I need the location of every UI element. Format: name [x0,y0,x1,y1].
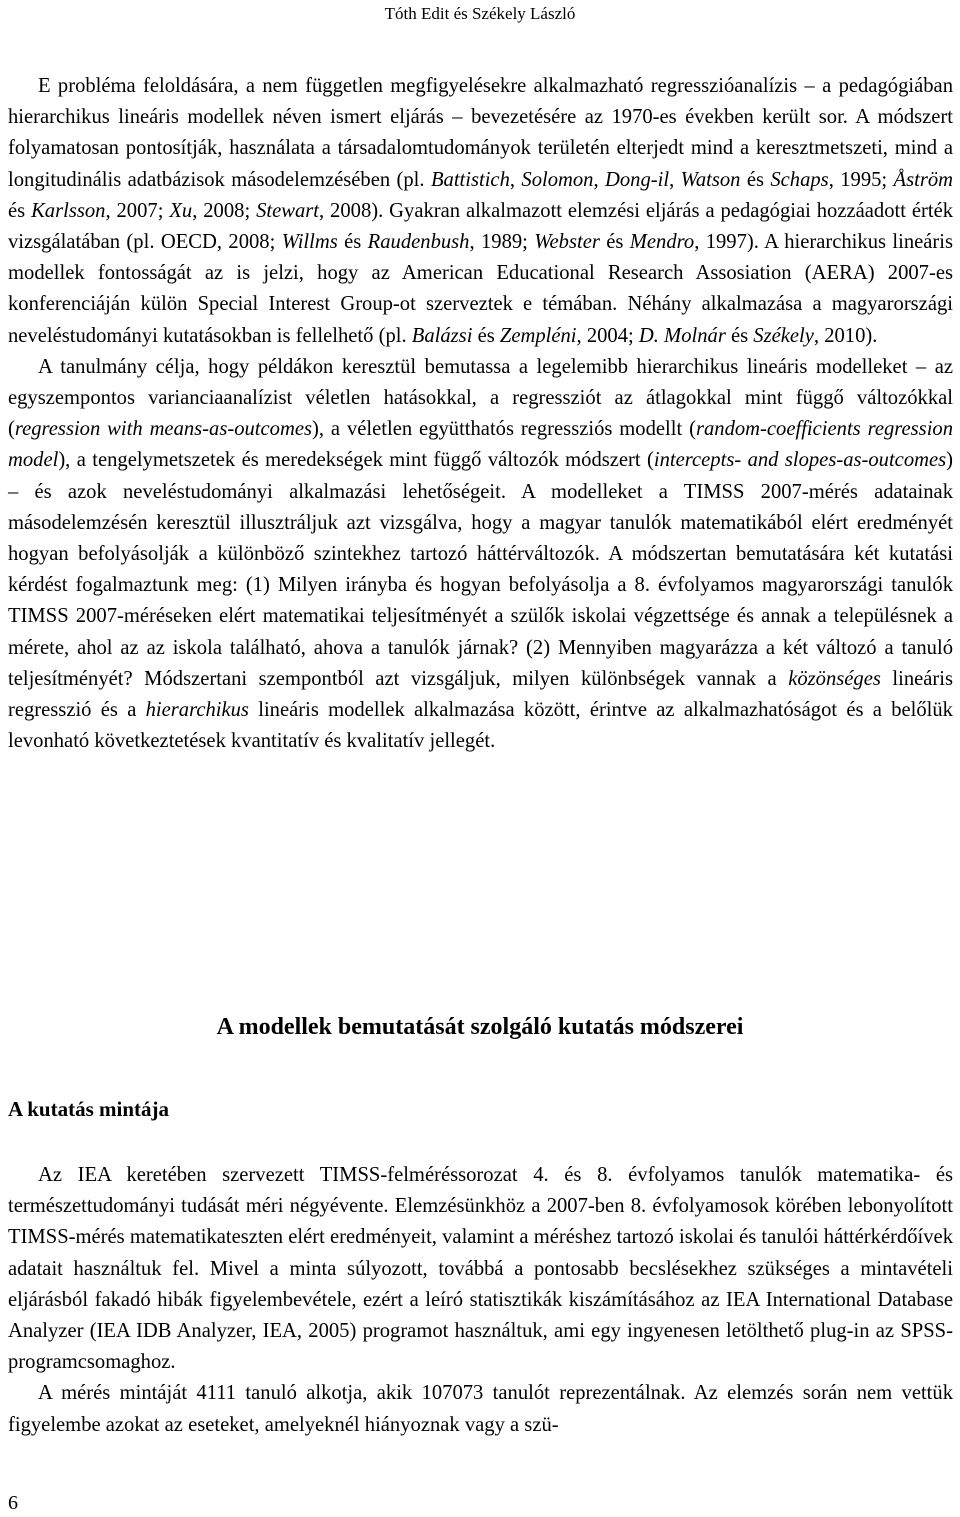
italic-reference: közönséges [788,667,881,690]
running-header: Tóth Edit és Székely László [384,4,576,23]
body-text-intro [8,71,953,757]
italic-reference: Schaps [770,168,829,191]
paragraph: A mérés mintáját 4111 tanuló alkotja, akik 107073 tanulót reprezentálnak. Az elemzés során nem vettük figyelembe azokat az eseteket, amelyeknél hiányoznak vagy a szü- [8,1382,953,1436]
italic-reference: Székely [753,324,814,347]
paragraph: E probléma feloldására, a nem független megfigyelésekre alkalmazható regresszióanalízis – a pedagógiában hierarchikus lineáris modellek néven ismert eljárás – bevezetésére az 1970-es években került sor. A módszert folyamatosan pontosítják, használata a társadalomtudományok területén elterjedt mind a keresztmetszeti, mind a longitudinális adatbázisok másodelemzésében (pl. Battistich, Solomon, Dong-il, Watson és Schaps, 1995; Åström és Karlsson, 2007; Xu, 2008; Stewart, 2008). Gyakran alkalmazott elemzési eljárás a pedagógiai hozzáadott érték vizsgálatában (pl. OECD, 2008; Willms és Raudenbush, 1989; Webster és Mendro, 1997). A hierarchikus lineáris modellek fontosságát az is jelzi, hogy az American Educational Research Assosiation (AERA) 2007-es konferenciáján külön Special Interest Group-ot szerveztek e témában. Néhány alkalmazása a magyarországi neveléstudományi kutatásokban is fellelhető (pl. Balázsi és Zempléni, 2004; D. Molnár és Székely, 2010). [8,75,954,347]
italic-reference: Balázsi [411,324,473,347]
italic-reference: Zempléni [499,324,577,347]
italic-reference: random-coefficients regression model [8,418,954,472]
italic-reference: Solomon [521,168,594,191]
italic-reference: Åström [893,168,953,191]
italic-reference: Stewart [256,199,320,222]
section-title: A modellek bemutatását szolgáló kutatás módszerei [216,1014,744,1040]
italic-reference: Raudenbush [367,231,470,254]
italic-reference: Battistich [430,168,510,191]
page-number: 6 [8,1492,18,1514]
italic-reference: Dong-il [604,168,670,191]
italic-reference: intercepts- and slopes-as-outcomes [653,449,947,472]
body-text-sample [8,1160,953,1441]
paragraph: Az IEA keretében szervezett TIMSS-felméréssorozat 4. és 8. évfolyamos tanulók matematika- és természettudományi tudását méri négyévente. Elemzésünkhöz a 2007-ben 8. évfolyamosok körében lebonyolított TIMSS-mérés matematikateszten elért eredményeit, valamint a méréshez tartozó iskolai és tanulói háttérkérdőívek adatait használtuk fel. Mivel a minta súlyozott, továbbá a pontosabb becslésekhez szükséges a mintavételi eljárásból fakadó hibák figyelembevétele, ezért a leíró statisztikák kiszámításához az IEA International Database Analyzer (IEA IDB Analyzer, IEA, 2005) programot használtuk, ami egy ingyenesen letölthető plug-in az SPSS-programcsomaghoz. [8,1164,953,1374]
subsection-title: A kutatás mintája [8,1097,170,1121]
italic-reference: Watson [680,168,741,191]
italic-reference: regression with means-as-outcomes [14,418,312,441]
italic-reference: Xu [169,199,193,222]
italic-reference: Webster [534,231,600,254]
italic-reference: hierarchikus [145,699,249,722]
paragraph: A tanulmány célja, hogy példákon keresztül bemutassa a legelemibb hierarchikus lineáris modelleket – az egyszempontos varianciaanalízist véletlen hatásokkal, a regressziót az átlagokkal mint függő változókkal (regression with means-as-outcomes), a véletlen együtthatós regressziós modellt (random-coefficients regression model), a tengelymetszetek és meredekségek mint függő változók módszert (intercepts- and slopes-as-outcomes) – és azok neveléstudományi alkalmazási lehetőségeit. A modelleket a TIMSS 2007-mérés adatainak másodelemzésén keresztül illusztráljuk azt vizsgálva, hogy a magyar tanulók matematikából elért eredményét hogyan befolyásolják a különböző szintekhez tartozó háttérváltozók. A módszertan bemutatására két kutatási kérdést fogalmaztunk meg: (1) Milyen irányba és hogyan befolyásolja a 8. évfolyamos magyarországi tanulók TIMSS 2007-méréseken elért matematikai teljesítményét a szülők iskolai végzettsége és annak a településnek a mérete, ahol az az iskola található, ahova a tanulók járnak? (2) Mennyiben magyarázza a két változó a tanuló teljesítményét? Módszertani szempontból azt vizsgáljuk, milyen különbségek vannak a közönséges lineáris regresszió és a hierarchikus lineáris modellek alkalmazása között, érintve az alkalmazhatóságot és a belőlük levonható következtetések kvantitatív és kvalitatív jellegét. [8,355,954,753]
italic-reference: Mendro [629,231,695,254]
italic-reference: Willms [281,231,338,254]
italic-reference: Karlsson [31,199,106,222]
italic-reference: D. Molnár [638,324,726,347]
